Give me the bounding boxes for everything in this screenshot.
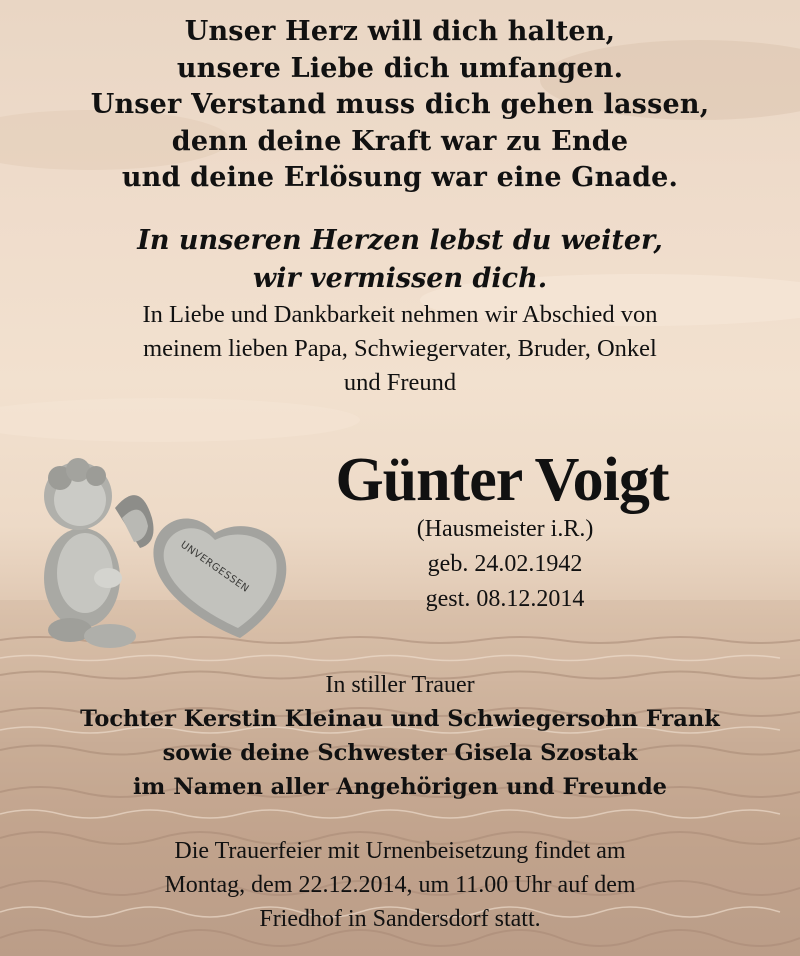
intro-line: In Liebe und Dankbarkeit nehmen wir Abschied von: [142, 301, 658, 328]
deceased-title: (Hausmeister i.R.): [416, 516, 594, 542]
intro-line: und Freund: [343, 369, 457, 396]
farewell-intro: [0, 298, 800, 400]
mourner-line: im Namen aller Angehörigen und Freunde: [133, 774, 667, 800]
mourner-line: Tochter Kerstin Kleinau und Schwiegersohn Frank: [80, 706, 720, 732]
ceremony-line: Die Trauerfeier mit Urnenbeisetzung findet am: [174, 838, 626, 864]
poem-line: und deine Erlösung war eine Gnade.: [121, 162, 679, 193]
ceremony-info: [0, 834, 800, 936]
mourner-line: sowie deine Schwester Gisela Szostak: [162, 740, 638, 766]
poem: [0, 14, 800, 197]
poem-line: unsere Liebe dich umfangen.: [176, 52, 624, 84]
death-date: gest. 08.12.2014: [425, 586, 585, 612]
motto-line: In unseren Herzen lebst du weiter,: [137, 225, 663, 256]
deceased-name: Günter Voigt: [335, 446, 669, 514]
birth-date: geb. 24.02.1942: [427, 551, 583, 577]
intro-line: meinem lieben Papa, Schwiegervater, Bruder, Onkel: [143, 335, 657, 362]
mourners: [0, 668, 800, 804]
motto-line: wir vermissen dich.: [252, 263, 548, 294]
motto: [0, 222, 800, 298]
angel-figure-icon: [44, 458, 154, 648]
ceremony-line: Friedhof in Sandersdorf statt.: [259, 906, 541, 932]
heart-stone-icon: [153, 518, 286, 638]
mourners-intro: In stiller Trauer: [325, 672, 475, 698]
ceremony-line: Montag, dem 22.12.2014, um 11.00 Uhr auf dem: [164, 872, 636, 898]
poem-line: Unser Verstand muss dich gehen lassen,: [90, 89, 710, 120]
heart-stone-text: UNVERGESSEN: [178, 539, 251, 595]
poem-line: denn deine Kraft war zu Ende: [171, 125, 629, 157]
angel-and-heart-stone-image: [30, 448, 300, 658]
deceased-details: [360, 512, 650, 617]
poem-line: Unser Herz will dich halten,: [184, 16, 616, 47]
